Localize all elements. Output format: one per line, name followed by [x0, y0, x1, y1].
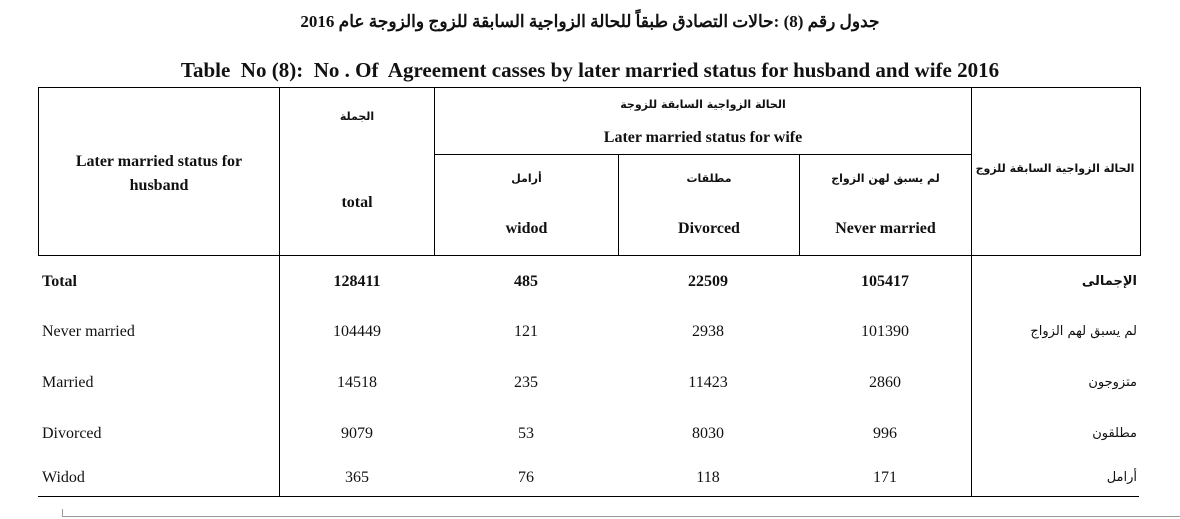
header-divider: [799, 155, 800, 255]
header-widod-arabic: أرامل: [511, 172, 542, 185]
header-total-arabic: الجملة: [339, 110, 375, 123]
page-separator: [62, 516, 1180, 517]
header-husband-status-arabic: الحالة الزواجية السابقة للزوج: [975, 162, 1135, 175]
cell-widod: 485: [514, 273, 538, 290]
header-husband-status: [40, 150, 278, 198]
header-wife-group-arabic: الحالة الزواجية السابقة للزوجة: [620, 98, 786, 111]
header-wife-group: Later married status for wife: [603, 129, 803, 146]
table-title-arabic: جدول رقم (8) :حالات التصادق طبقاً للحالة الزواجية السابقة للزوج والزوجة عام 2016: [300, 12, 880, 31]
header-husband-status-line1: Later married status for: [75, 153, 243, 170]
row-label: Divorced: [42, 425, 102, 442]
cell-never-married: 2860: [869, 374, 901, 391]
body-divider: [971, 255, 972, 497]
body-divider: [279, 255, 280, 497]
cell-widod: 53: [518, 425, 534, 442]
row-label: Total: [42, 273, 77, 290]
cell-widod: 121: [514, 323, 538, 340]
row-label: Widod: [42, 469, 85, 486]
body-bottom-border: [38, 496, 1139, 497]
row-label: Married: [42, 374, 94, 391]
row-label-arabic: متزوجون: [1088, 375, 1137, 390]
page-separator-edge: [62, 509, 63, 517]
cell-total: 365: [345, 469, 369, 486]
cell-never-married: 171: [873, 469, 897, 486]
header-husband-status-line2: husband: [129, 177, 189, 194]
row-label-arabic: أرامل: [1106, 470, 1137, 485]
header-divorced: Divorced: [678, 220, 740, 237]
cell-never-married: 105417: [861, 273, 909, 290]
cell-divorced: 118: [696, 469, 720, 486]
cell-never-married: 996: [873, 425, 897, 442]
cell-total: 14518: [337, 374, 377, 391]
table-title-english: Table No (8): No . Of Agreement casses by later married status for husband and wife 2016: [180, 58, 1000, 82]
cell-divorced: 22509: [688, 273, 728, 290]
cell-divorced: 2938: [692, 323, 724, 340]
header-divider: [618, 155, 619, 255]
cell-total: 9079: [341, 425, 373, 442]
header-divider: [434, 154, 972, 155]
cell-widod: 76: [518, 469, 534, 486]
cell-widod: 235: [514, 374, 538, 391]
header-total: total: [341, 194, 373, 211]
row-label-arabic: مطلقون: [1092, 426, 1137, 441]
header-divorced-arabic: مطلقات: [686, 172, 732, 185]
cell-divorced: 8030: [692, 425, 724, 442]
row-label-arabic: لم يسبق لهم الزواج: [1030, 324, 1137, 339]
cell-divorced: 11423: [688, 374, 728, 391]
cell-total: 128411: [333, 273, 381, 290]
cell-total: 104449: [333, 323, 381, 340]
cell-never-married: 101390: [861, 323, 909, 340]
header-never-married-arabic: لم يسبق لهن الزواج: [831, 172, 940, 185]
header-widod: widod: [505, 220, 548, 237]
row-label: Never married: [42, 323, 135, 340]
row-label-arabic: الإجمالى: [1081, 274, 1137, 289]
header-never-married: Never married: [835, 220, 936, 237]
